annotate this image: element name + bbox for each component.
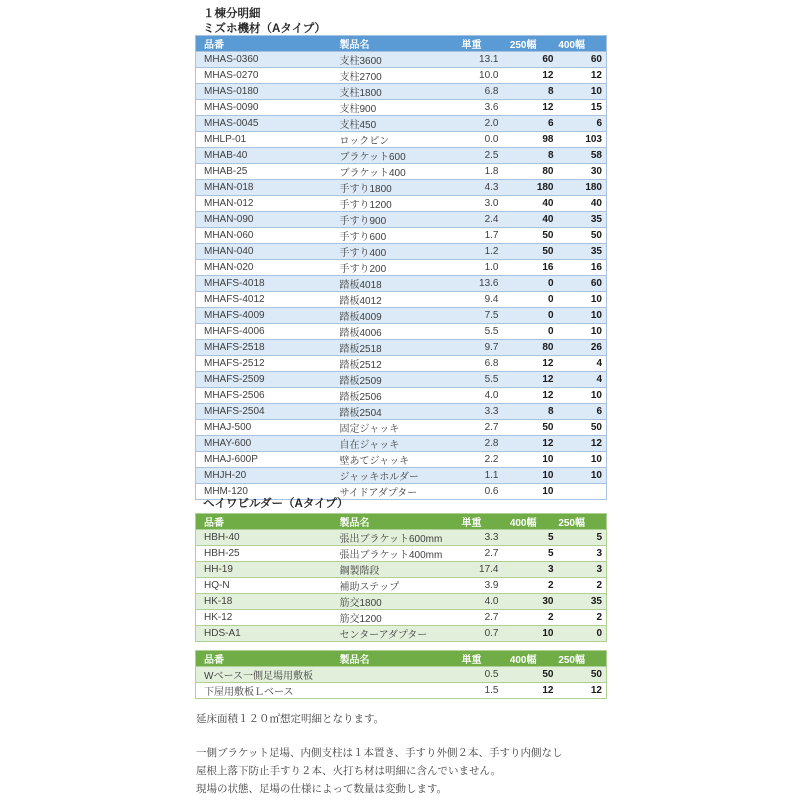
column-header-unit-weight: 単重 bbox=[451, 651, 503, 667]
part-number-cell: HBH-40 bbox=[196, 530, 336, 546]
qty-width-b-cell: 15 bbox=[558, 100, 607, 116]
part-number-cell: 下屋用敷板Ｌベース bbox=[196, 683, 336, 699]
qty-width-a-cell: 80 bbox=[503, 340, 558, 356]
note-scaffold-spec-1: 一側ブラケット足場、内側支柱は１本置き、手すり外側２本、手すり内側なし bbox=[196, 747, 563, 759]
qty-width-b-cell: 3 bbox=[558, 546, 607, 562]
qty-width-b-cell: 30 bbox=[558, 164, 607, 180]
unit-weight-cell: 9.4 bbox=[451, 292, 503, 308]
qty-width-b-cell: 16 bbox=[558, 260, 607, 276]
note-quantity-disclaimer: 現場の状態、足場の仕様によって数量は変動します。 bbox=[196, 783, 448, 795]
table-row bbox=[196, 388, 607, 404]
qty-width-b-cell: 58 bbox=[558, 148, 607, 164]
product-name-cell: 支柱450 bbox=[336, 116, 451, 132]
table-row bbox=[196, 212, 607, 228]
unit-weight-cell: 3.3 bbox=[451, 530, 503, 546]
qty-width-a-cell: 12 bbox=[503, 683, 558, 699]
table-row bbox=[196, 667, 607, 683]
table-row bbox=[196, 324, 607, 340]
qty-width-b-cell: 10 bbox=[558, 292, 607, 308]
unit-weight-cell: 1.1 bbox=[451, 468, 503, 484]
product-name-cell: 手すり400 bbox=[336, 244, 451, 260]
header-row bbox=[196, 514, 607, 530]
table-row bbox=[196, 356, 607, 372]
unit-weight-cell: 0.7 bbox=[451, 626, 503, 642]
qty-width-a-cell: 0 bbox=[503, 292, 558, 308]
product-name-cell: サイドアダプター bbox=[336, 484, 451, 500]
part-number-cell: MHAS-0360 bbox=[196, 52, 336, 68]
product-name-cell: 踏板4018 bbox=[336, 276, 451, 292]
mizuho-parts-table bbox=[195, 35, 607, 500]
table-row bbox=[196, 420, 607, 436]
table-row bbox=[196, 578, 607, 594]
part-number-cell: MHAN-018 bbox=[196, 180, 336, 196]
base-plates-table bbox=[195, 650, 607, 699]
unit-weight-cell: 0.6 bbox=[451, 484, 503, 500]
qty-width-a-cell: 5 bbox=[503, 530, 558, 546]
part-number-cell: MHAS-0270 bbox=[196, 68, 336, 84]
product-name-cell: ブラケット600 bbox=[336, 148, 451, 164]
qty-width-b-cell: 12 bbox=[558, 436, 607, 452]
qty-width-b-cell: 4 bbox=[558, 356, 607, 372]
part-number-cell: MHM-120 bbox=[196, 484, 336, 500]
part-number-cell: MHAN-012 bbox=[196, 196, 336, 212]
header-row bbox=[196, 651, 607, 667]
part-number-cell: MHAB-25 bbox=[196, 164, 336, 180]
product-name-cell: 手すり900 bbox=[336, 212, 451, 228]
unit-weight-cell: 6.8 bbox=[451, 84, 503, 100]
qty-width-a-cell: 12 bbox=[503, 388, 558, 404]
product-name-cell bbox=[336, 667, 451, 683]
table-row bbox=[196, 468, 607, 484]
qty-width-a-cell: 12 bbox=[503, 372, 558, 388]
part-number-cell: MHAFS-4009 bbox=[196, 308, 336, 324]
unit-weight-cell: 7.5 bbox=[451, 308, 503, 324]
page-title: １棟分明細 bbox=[203, 8, 261, 20]
unit-weight-cell: 3.9 bbox=[451, 578, 503, 594]
unit-weight-cell: 13.6 bbox=[451, 276, 503, 292]
table-row bbox=[196, 228, 607, 244]
table-row bbox=[196, 308, 607, 324]
product-name-cell: 鋼製階段 bbox=[336, 562, 451, 578]
unit-weight-cell: 2.4 bbox=[451, 212, 503, 228]
table-row bbox=[196, 292, 607, 308]
unit-weight-cell: 2.7 bbox=[451, 546, 503, 562]
qty-width-a-cell: 10 bbox=[503, 626, 558, 642]
qty-width-b-cell: 12 bbox=[558, 68, 607, 84]
product-name-cell: 自在ジャッキ bbox=[336, 436, 451, 452]
product-name-cell bbox=[336, 683, 451, 699]
qty-width-b-cell: 6 bbox=[558, 116, 607, 132]
qty-width-a-cell: 50 bbox=[503, 420, 558, 436]
qty-width-a-cell: 8 bbox=[503, 84, 558, 100]
product-name-cell: 支柱1800 bbox=[336, 84, 451, 100]
qty-width-a-cell: 8 bbox=[503, 404, 558, 420]
part-number-cell: MHAFS-2504 bbox=[196, 404, 336, 420]
part-number-cell: MHAFS-4006 bbox=[196, 324, 336, 340]
qty-width-a-cell: 12 bbox=[503, 68, 558, 84]
table-row bbox=[196, 68, 607, 84]
unit-weight-cell: 1.5 bbox=[451, 683, 503, 699]
column-header-product-name: 製品名 bbox=[336, 514, 451, 530]
qty-width-b-cell: 40 bbox=[558, 196, 607, 212]
unit-weight-cell: 3.0 bbox=[451, 196, 503, 212]
table-row bbox=[196, 683, 607, 699]
note-floor-area: 延床面積１２０㎡想定明細となります。 bbox=[196, 713, 385, 725]
qty-width-a-cell: 0 bbox=[503, 308, 558, 324]
product-name-cell: 手すり200 bbox=[336, 260, 451, 276]
part-number-cell: HQ-N bbox=[196, 578, 336, 594]
table-row bbox=[196, 530, 607, 546]
qty-width-a-cell: 8 bbox=[503, 148, 558, 164]
unit-weight-cell: 4.0 bbox=[451, 594, 503, 610]
product-name-cell: ジャッキホルダー bbox=[336, 468, 451, 484]
table-row bbox=[196, 594, 607, 610]
qty-width-a-cell: 30 bbox=[503, 594, 558, 610]
unit-weight-cell: 1.2 bbox=[451, 244, 503, 260]
part-number-cell: MHAS-0090 bbox=[196, 100, 336, 116]
table-row bbox=[196, 100, 607, 116]
column-header-qty-width-b: 250幅 bbox=[558, 514, 607, 530]
unit-weight-cell: 2.7 bbox=[451, 610, 503, 626]
unit-weight-cell: 5.5 bbox=[451, 324, 503, 340]
qty-width-b-cell: 35 bbox=[558, 244, 607, 260]
table-row bbox=[196, 610, 607, 626]
unit-weight-cell: 2.8 bbox=[451, 436, 503, 452]
unit-weight-cell: 3.6 bbox=[451, 100, 503, 116]
part-number-cell: MHAN-060 bbox=[196, 228, 336, 244]
unit-weight-cell: 0.5 bbox=[451, 667, 503, 683]
unit-weight-cell: 2.2 bbox=[451, 452, 503, 468]
column-header-qty-width-a: 400幅 bbox=[503, 651, 558, 667]
product-name-cell: 筋交1200 bbox=[336, 610, 451, 626]
qty-width-a-cell: 10 bbox=[503, 452, 558, 468]
qty-width-b-cell: 10 bbox=[558, 324, 607, 340]
qty-width-a-cell: 0 bbox=[503, 276, 558, 292]
qty-width-a-cell: 16 bbox=[503, 260, 558, 276]
part-number-cell: MHAS-0045 bbox=[196, 116, 336, 132]
table-row bbox=[196, 452, 607, 468]
table-row bbox=[196, 436, 607, 452]
product-name-cell: ブラケット400 bbox=[336, 164, 451, 180]
product-name-cell: 手すり1200 bbox=[336, 196, 451, 212]
column-header-unit-weight: 単重 bbox=[451, 514, 503, 530]
part-number-cell: HK-18 bbox=[196, 594, 336, 610]
product-name-cell: 踏板2506 bbox=[336, 388, 451, 404]
part-number-cell: MHAY-600 bbox=[196, 436, 336, 452]
qty-width-a-cell: 10 bbox=[503, 468, 558, 484]
qty-width-a-cell: 2 bbox=[503, 610, 558, 626]
table-row bbox=[196, 244, 607, 260]
unit-weight-cell: 3.3 bbox=[451, 404, 503, 420]
unit-weight-cell: 6.8 bbox=[451, 356, 503, 372]
qty-width-b-cell: 3 bbox=[558, 562, 607, 578]
table-row bbox=[196, 132, 607, 148]
part-number-cell: MHAB-40 bbox=[196, 148, 336, 164]
table-row bbox=[196, 180, 607, 196]
qty-width-b-cell: 35 bbox=[558, 594, 607, 610]
qty-width-b-cell: 60 bbox=[558, 276, 607, 292]
column-header-part-number: 品番 bbox=[196, 36, 336, 52]
qty-width-a-cell: 50 bbox=[503, 667, 558, 683]
part-number-cell: MHAFS-4018 bbox=[196, 276, 336, 292]
qty-width-a-cell: 3 bbox=[503, 562, 558, 578]
unit-weight-cell: 4.0 bbox=[451, 388, 503, 404]
qty-width-a-cell: 180 bbox=[503, 180, 558, 196]
product-name-cell: ロックピン bbox=[336, 132, 451, 148]
qty-width-b-cell: 4 bbox=[558, 372, 607, 388]
qty-width-a-cell: 50 bbox=[503, 244, 558, 260]
qty-width-b-cell: 10 bbox=[558, 84, 607, 100]
table-row bbox=[196, 404, 607, 420]
part-number-cell: MHAS-0180 bbox=[196, 84, 336, 100]
table-subtitle-heiwa-builder: ヘイワビルダー（Aタイプ） bbox=[203, 498, 349, 510]
product-name-cell: 張出ブラケット400mm bbox=[336, 546, 451, 562]
table-row bbox=[196, 116, 607, 132]
qty-width-a-cell: 80 bbox=[503, 164, 558, 180]
unit-weight-cell: 10.0 bbox=[451, 68, 503, 84]
part-number-cell: MHAN-090 bbox=[196, 212, 336, 228]
qty-width-b-cell: 10 bbox=[558, 468, 607, 484]
unit-weight-cell: 2.0 bbox=[451, 116, 503, 132]
unit-weight-cell: 0.0 bbox=[451, 132, 503, 148]
product-name-cell: 筋交1800 bbox=[336, 594, 451, 610]
qty-width-b-cell: 10 bbox=[558, 308, 607, 324]
part-number-cell: MHAFS-2518 bbox=[196, 340, 336, 356]
product-name-cell: 支柱3600 bbox=[336, 52, 451, 68]
qty-width-b-cell: 12 bbox=[558, 683, 607, 699]
table-row bbox=[196, 340, 607, 356]
product-name-cell: 壁あてジャッキ bbox=[336, 452, 451, 468]
part-number-cell: HDS-A1 bbox=[196, 626, 336, 642]
part-number-cell: MHAFS-2506 bbox=[196, 388, 336, 404]
column-header-qty-width-b: 400幅 bbox=[558, 36, 607, 52]
part-number-cell: MHAFS-2512 bbox=[196, 356, 336, 372]
qty-width-a-cell: 5 bbox=[503, 546, 558, 562]
part-number-cell: MHAN-040 bbox=[196, 244, 336, 260]
product-name-cell: 踏板2504 bbox=[336, 404, 451, 420]
qty-width-a-cell: 60 bbox=[503, 52, 558, 68]
unit-weight-cell: 1.7 bbox=[451, 228, 503, 244]
qty-width-b-cell: 5 bbox=[558, 530, 607, 546]
qty-width-b-cell: 50 bbox=[558, 420, 607, 436]
unit-weight-cell: 1.0 bbox=[451, 260, 503, 276]
qty-width-a-cell: 40 bbox=[503, 196, 558, 212]
part-number-cell: MHAFS-2509 bbox=[196, 372, 336, 388]
column-header-qty-width-a: 250幅 bbox=[503, 36, 558, 52]
part-number-cell: HH-19 bbox=[196, 562, 336, 578]
table-row bbox=[196, 372, 607, 388]
qty-width-b-cell: 2 bbox=[558, 610, 607, 626]
qty-width-b-cell: 10 bbox=[558, 452, 607, 468]
qty-width-b-cell bbox=[558, 484, 607, 500]
qty-width-a-cell: 12 bbox=[503, 356, 558, 372]
unit-weight-cell: 1.8 bbox=[451, 164, 503, 180]
qty-width-a-cell: 2 bbox=[503, 578, 558, 594]
product-name-cell: 張出ブラケット600mm bbox=[336, 530, 451, 546]
qty-width-b-cell: 10 bbox=[558, 388, 607, 404]
product-name-cell: センターアダプター bbox=[336, 626, 451, 642]
product-name-cell: 踏板2509 bbox=[336, 372, 451, 388]
table-row bbox=[196, 164, 607, 180]
note-scaffold-spec-2: 屋根上落下防止手すり２本、火打ち材は明細に含んでいません。 bbox=[196, 765, 502, 777]
qty-width-a-cell: 10 bbox=[503, 484, 558, 500]
qty-width-a-cell: 40 bbox=[503, 212, 558, 228]
qty-width-b-cell: 50 bbox=[558, 228, 607, 244]
product-name-cell: 支柱900 bbox=[336, 100, 451, 116]
column-header-product-name: 製品名 bbox=[336, 36, 451, 52]
column-header-qty-width-a: 400幅 bbox=[503, 514, 558, 530]
column-header-part-number: 品番 bbox=[196, 514, 336, 530]
qty-width-a-cell: 98 bbox=[503, 132, 558, 148]
part-number-cell: Wベース一側足場用敷板 bbox=[196, 667, 336, 683]
qty-width-b-cell: 26 bbox=[558, 340, 607, 356]
qty-width-a-cell: 0 bbox=[503, 324, 558, 340]
table-subtitle-mizuho: ミズホ機材（Aタイプ） bbox=[203, 23, 326, 35]
part-number-cell: HK-12 bbox=[196, 610, 336, 626]
column-header-part-number: 品番 bbox=[196, 651, 336, 667]
qty-width-b-cell: 103 bbox=[558, 132, 607, 148]
product-name-cell: 踏板4012 bbox=[336, 292, 451, 308]
table-row bbox=[196, 196, 607, 212]
qty-width-b-cell: 60 bbox=[558, 52, 607, 68]
column-header-product-name: 製品名 bbox=[336, 651, 451, 667]
table-row bbox=[196, 562, 607, 578]
qty-width-b-cell: 180 bbox=[558, 180, 607, 196]
column-header-unit-weight: 単重 bbox=[451, 36, 503, 52]
header-row bbox=[196, 36, 607, 52]
table-row bbox=[196, 546, 607, 562]
unit-weight-cell: 2.7 bbox=[451, 420, 503, 436]
part-number-cell: HBH-25 bbox=[196, 546, 336, 562]
table-row bbox=[196, 84, 607, 100]
unit-weight-cell: 13.1 bbox=[451, 52, 503, 68]
unit-weight-cell: 2.5 bbox=[451, 148, 503, 164]
column-header-qty-width-b: 250幅 bbox=[558, 651, 607, 667]
part-number-cell: MHAJ-500 bbox=[196, 420, 336, 436]
qty-width-a-cell: 6 bbox=[503, 116, 558, 132]
table-row bbox=[196, 148, 607, 164]
product-name-cell: 手すり600 bbox=[336, 228, 451, 244]
part-number-cell: MHAN-020 bbox=[196, 260, 336, 276]
unit-weight-cell: 5.5 bbox=[451, 372, 503, 388]
product-name-cell: 踏板2518 bbox=[336, 340, 451, 356]
unit-weight-cell: 17.4 bbox=[451, 562, 503, 578]
product-name-cell: 踏板2512 bbox=[336, 356, 451, 372]
table-row bbox=[196, 52, 607, 68]
qty-width-a-cell: 12 bbox=[503, 436, 558, 452]
part-number-cell: MHLP-01 bbox=[196, 132, 336, 148]
product-name-cell: 踏板4009 bbox=[336, 308, 451, 324]
qty-width-b-cell: 2 bbox=[558, 578, 607, 594]
qty-width-a-cell: 50 bbox=[503, 228, 558, 244]
product-name-cell: 固定ジャッキ bbox=[336, 420, 451, 436]
part-number-cell: MHAJ-600P bbox=[196, 452, 336, 468]
table-row bbox=[196, 276, 607, 292]
table-row bbox=[196, 626, 607, 642]
table-row bbox=[196, 260, 607, 276]
unit-weight-cell: 9.7 bbox=[451, 340, 503, 356]
qty-width-b-cell: 35 bbox=[558, 212, 607, 228]
heiwa-builder-parts-table bbox=[195, 513, 607, 642]
qty-width-a-cell: 12 bbox=[503, 100, 558, 116]
qty-width-b-cell: 0 bbox=[558, 626, 607, 642]
product-name-cell: 踏板4006 bbox=[336, 324, 451, 340]
qty-width-b-cell: 50 bbox=[558, 667, 607, 683]
part-number-cell: MHJH-20 bbox=[196, 468, 336, 484]
part-number-cell: MHAFS-4012 bbox=[196, 292, 336, 308]
product-name-cell: 手すり1800 bbox=[336, 180, 451, 196]
qty-width-b-cell: 6 bbox=[558, 404, 607, 420]
product-name-cell: 補助ステップ bbox=[336, 578, 451, 594]
unit-weight-cell: 4.3 bbox=[451, 180, 503, 196]
product-name-cell: 支柱2700 bbox=[336, 68, 451, 84]
